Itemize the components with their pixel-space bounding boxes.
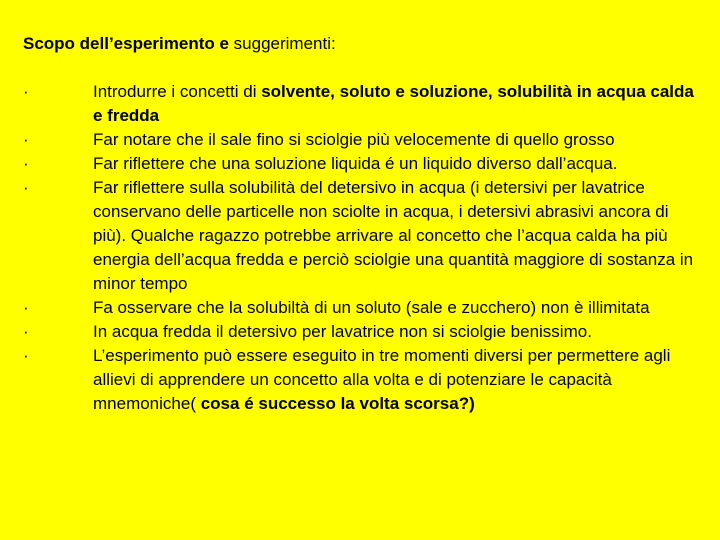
list-item-text-regular: L’esperimento può essere eseguito in tre momenti diversi per permettere agli allievi di apprendere un concetto alla volta e di potenziare le capacità mnemoniche( [93, 346, 671, 413]
bullet-icon: · [23, 346, 29, 365]
bullet-icon: · [23, 298, 29, 317]
title-bold-part: Scopo dell’esperimento [23, 34, 215, 53]
title-bold-conjunction: e [214, 34, 234, 53]
list-item-text [93, 344, 703, 416]
list-item [0, 176, 720, 296]
list-item-text [93, 128, 703, 152]
list-item-text [93, 320, 703, 344]
bullet-icon: · [23, 154, 29, 173]
list-item-text-bold: cosa é successo la volta scorsa?) [200, 394, 475, 413]
title-regular-part: suggerimenti: [233, 34, 336, 53]
bullet-icon: · [23, 82, 29, 101]
list-item-text-bold: solvente, soluto e soluzione, solubilità in acqua calda e fredda [93, 82, 694, 125]
list-item [0, 80, 720, 128]
list-item-text [93, 152, 703, 176]
list-item [0, 152, 720, 176]
bullet-icon: · [23, 130, 29, 149]
list-item [0, 344, 720, 416]
bullet-icon: · [23, 178, 29, 197]
list-item-text-regular: Far riflettere che una soluzione liquida é un liquido diverso dall’acqua. [93, 154, 618, 173]
list-item-text-regular: Introdurre i concetti di [93, 82, 262, 101]
list-item [0, 128, 720, 152]
list-item-text-regular: In acqua fredda il detersivo per lavatrice non si sciolgie benissimo. [93, 322, 592, 341]
list-item-text-regular: Far riflettere sulla solubilità del detersivo in acqua (i detersivi per lavatrice conservano delle particelle non sciolte in acqua, i detersivi abrasivi ancora di più). Qualche ragazzo potrebbe arrivare al concetto che l’acqua calda ha più energia dell’acqua fredda e perciò sciolgie una quantità maggiore di sostanza in minor tempo [93, 178, 694, 293]
list-item [0, 320, 720, 344]
list-item-text [93, 176, 703, 296]
slide-title [23, 33, 336, 55]
list-item [0, 296, 720, 320]
list-item-text [93, 296, 703, 320]
list-item-text-regular: Fa osservare che la solubiltà di un soluto (sale e zucchero) non è illimitata [93, 298, 650, 317]
list-item-text-regular: Far notare che il sale fino si sciolgie più velocemente di quello grosso [93, 130, 615, 149]
bullet-list [0, 80, 720, 416]
bullet-icon: · [23, 322, 29, 341]
list-item-text [93, 80, 703, 128]
